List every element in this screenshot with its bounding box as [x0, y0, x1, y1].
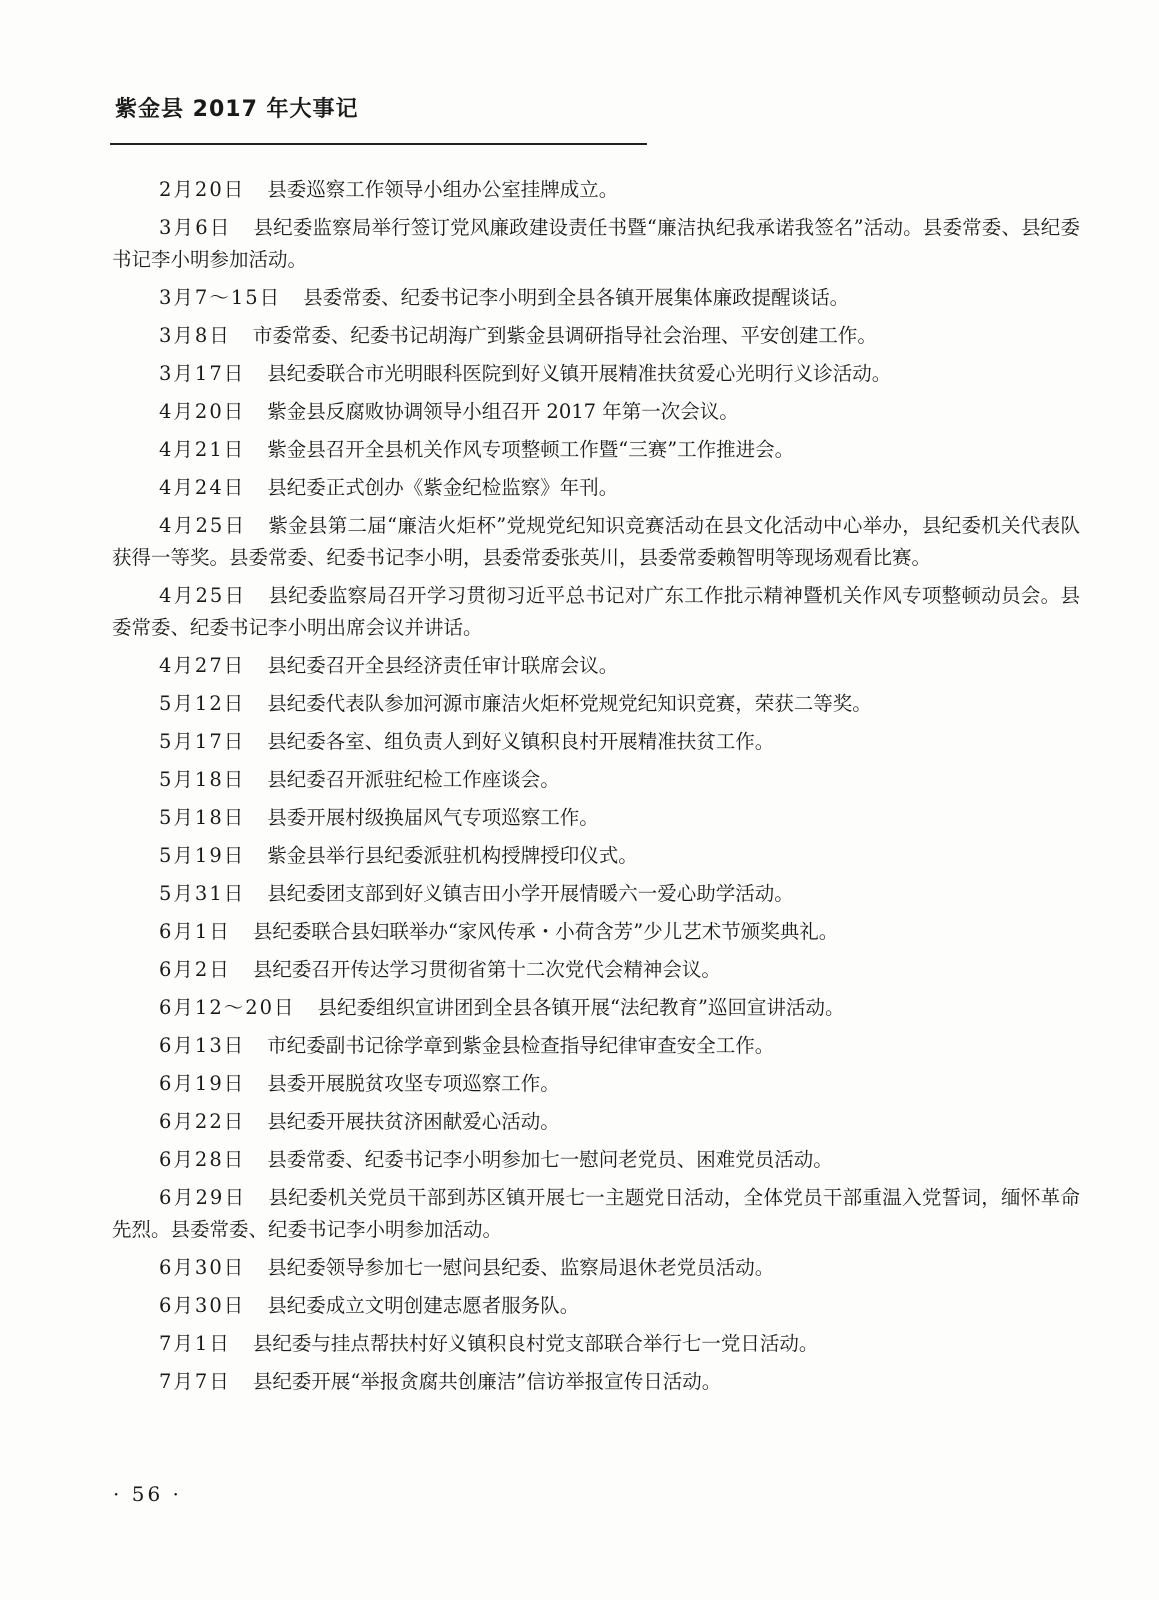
entry-text: 县委常委、纪委书记李小明到全县各镇开展集体廉政提醒谈话。	[303, 286, 850, 309]
entry-date: 4月25日	[159, 584, 247, 607]
chronicle-entry	[112, 320, 1080, 352]
entry-date: 3月6日	[159, 216, 232, 239]
chronicle-entry	[112, 802, 1080, 834]
entry-text: 县纪委组织宣讲团到全县各镇开展“法纪教育”巡回宣讲活动。	[317, 996, 845, 1019]
chronicle-entry	[112, 1182, 1080, 1246]
entry-text: 县纪委召开派驻纪检工作座谈会。	[267, 768, 560, 791]
chronicle-entry	[112, 212, 1080, 276]
entry-date: 7月1日	[159, 1332, 231, 1355]
entry-date: 6月2日	[159, 958, 231, 981]
entry-text: 县纪委开展“举报贪腐共创廉洁”信访举报宣传日活动。	[252, 1370, 722, 1393]
chronicle-entry	[112, 764, 1080, 796]
chronicle-entry	[112, 174, 1080, 206]
chronicle-entry	[112, 1144, 1080, 1176]
entry-date: 3月8日	[159, 324, 231, 347]
entry-date: 4月20日	[159, 400, 246, 423]
entry-text: 紫金县召开全县机关作风专项整顿工作暨“三赛”工作推进会。	[267, 438, 795, 461]
entry-text: 县委巡察工作领导小组办公室挂牌成立。	[267, 178, 619, 201]
chronicle-entry	[112, 396, 1080, 428]
entry-text: 县纪委监察局举行签订党风廉政建设责任书暨“廉洁执纪我承诺我签名”活动。县委常委、县纪委书记李小明参加活动。	[112, 216, 1080, 271]
entry-text: 县纪委代表队参加河源市廉洁火炬杯党规党纪知识竞赛，荣获二等奖。	[267, 692, 872, 715]
entry-text: 县委开展村级换届风气专项巡察工作。	[267, 806, 599, 829]
entry-text: 县纪委各室、组负责人到好义镇积良村开展精准扶贫工作。	[267, 730, 775, 753]
entry-date: 6月22日	[159, 1110, 246, 1133]
entry-date: 6月19日	[159, 1072, 246, 1095]
entry-date: 6月30日	[159, 1256, 246, 1279]
chronicle-entry	[112, 1030, 1080, 1062]
entry-text: 县纪委开展扶贫济困献爱心活动。	[267, 1110, 560, 1133]
entry-text: 县委开展脱贫攻坚专项巡察工作。	[267, 1072, 560, 1095]
entry-date: 4月25日	[159, 514, 247, 537]
chronicle-entry	[112, 650, 1080, 682]
entry-text: 紫金县举行县纪委派驻机构授牌授印仪式。	[267, 844, 638, 867]
entry-date: 5月19日	[159, 844, 246, 867]
entry-text: 县纪委机关党员干部到苏区镇开展七一主题党日活动，全体党员干部重温入党誓词，缅怀革命先烈。县委常委、纪委书记李小明参加活动。	[112, 1186, 1080, 1241]
chronicle-entries	[112, 174, 1080, 1404]
chronicle-entry	[112, 726, 1080, 758]
entry-text: 县纪委联合市光明眼科医院到好义镇开展精准扶贫爱心光明行义诊活动。	[267, 362, 892, 385]
entry-text: 县纪委领导参加七一慰问县纪委、监察局退休老党员活动。	[267, 1256, 775, 1279]
chronicle-entry	[112, 954, 1080, 986]
entry-date: 5月18日	[159, 806, 246, 829]
entry-date: 5月17日	[159, 730, 246, 753]
entry-date: 2月20日	[159, 178, 246, 201]
header-rule	[110, 143, 647, 145]
chronicle-entry	[112, 1106, 1080, 1138]
entry-date: 4月27日	[159, 654, 246, 677]
entry-date: 6月28日	[159, 1148, 246, 1171]
chronicle-entry	[112, 358, 1080, 390]
entry-text: 县纪委与挂点帮扶村好义镇积良村党支部联合举行七一党日活动。	[252, 1332, 819, 1355]
entry-text: 县纪委团支部到好义镇吉田小学开展情暖六一爱心助学活动。	[267, 882, 794, 905]
entry-date: 5月12日	[159, 692, 246, 715]
entry-text: 县纪委联合县妇联举办“家风传承・小荷含芳”少儿艺术节颁奖典礼。	[252, 920, 839, 943]
chronicle-entry	[112, 472, 1080, 504]
chronicle-entry	[112, 580, 1080, 644]
chronicle-entry	[112, 1366, 1080, 1398]
entry-date: 3月7～15日	[159, 286, 282, 309]
chronicle-entry	[112, 282, 1080, 314]
chronicle-entry	[112, 688, 1080, 720]
chronicle-entry	[112, 916, 1080, 948]
running-title: 紫金县 2017 年大事记	[115, 97, 359, 122]
entry-date: 4月24日	[159, 476, 246, 499]
chronicle-entry	[112, 992, 1080, 1024]
entry-text: 紫金县反腐败协调领导小组召开 2017 年第一次会议。	[267, 400, 739, 423]
entry-text: 市纪委副书记徐学章到紫金县检查指导纪律审查安全工作。	[267, 1034, 775, 1057]
chronicle-entry	[112, 434, 1080, 466]
entry-date: 6月13日	[159, 1034, 246, 1057]
page-number: · 56 ·	[113, 1482, 182, 1506]
chronicle-entry	[112, 1290, 1080, 1322]
entry-date: 6月12～20日	[159, 996, 296, 1019]
entry-text: 紫金县第二届“廉洁火炬杯”党规党纪知识竞赛活动在县文化活动中心举办，县纪委机关代表队获得一等奖。县委常委、纪委书记李小明，县委常委张英川，县委常委赖智明等现场观看比赛。	[112, 514, 1080, 569]
entry-text: 县纪委正式创办《紫金纪检监察》年刊。	[267, 476, 619, 499]
entry-text: 县纪委召开全县经济责任审计联席会议。	[267, 654, 619, 677]
chronicle-entry	[112, 840, 1080, 872]
entry-text: 县纪委监察局召开学习贯彻习近平总书记对广东工作批示精神暨机关作风专项整顿动员会。县委常委、纪委书记李小明出席会议并讲话。	[112, 584, 1080, 639]
entry-date: 3月17日	[159, 362, 246, 385]
entry-date: 7月7日	[159, 1370, 231, 1393]
entry-text: 县纪委成立文明创建志愿者服务队。	[267, 1294, 580, 1317]
entry-date: 5月31日	[159, 882, 246, 905]
entry-text: 县纪委召开传达学习贯彻省第十二次党代会精神会议。	[252, 958, 721, 981]
entry-date: 6月30日	[159, 1294, 246, 1317]
entry-date: 5月18日	[159, 768, 246, 791]
chronicle-entry	[112, 510, 1080, 574]
entry-date: 6月29日	[159, 1186, 247, 1209]
entry-text: 县委常委、纪委书记李小明参加七一慰问老党员、困难党员活动。	[267, 1148, 833, 1171]
chronicle-entry	[112, 1068, 1080, 1100]
entry-date: 6月1日	[159, 920, 231, 943]
chronicle-entry	[112, 1328, 1080, 1360]
entry-text: 市委常委、纪委书记胡海广到紫金县调研指导社会治理、平安创建工作。	[252, 324, 877, 347]
entry-date: 4月21日	[159, 438, 246, 461]
chronicle-entry	[112, 878, 1080, 910]
chronicle-entry	[112, 1252, 1080, 1284]
